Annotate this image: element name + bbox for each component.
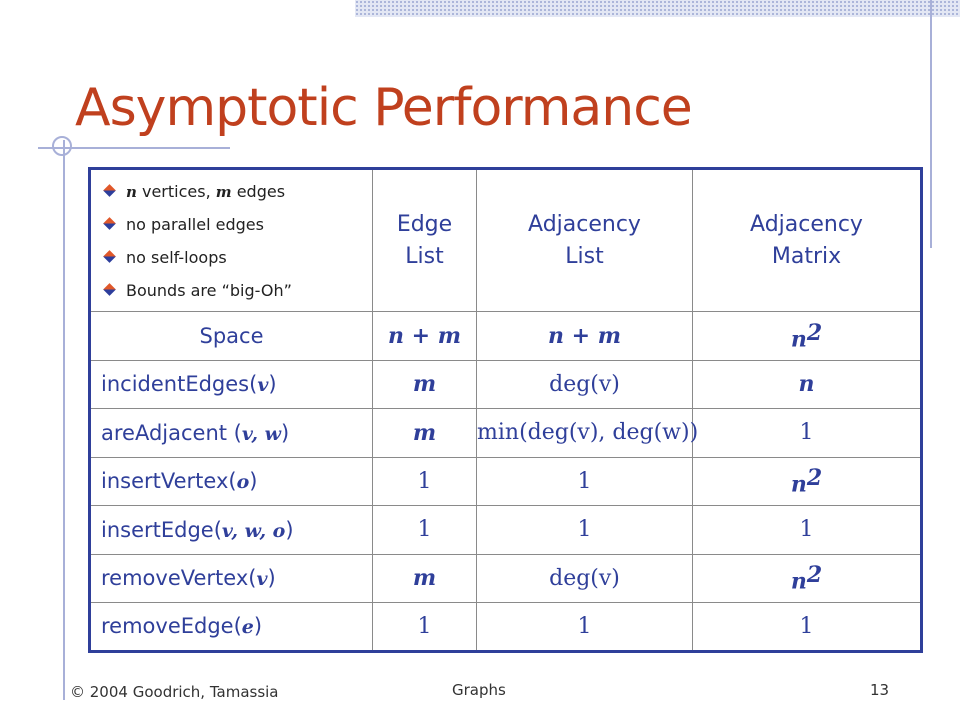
operation-name: insertVertex(: [101, 469, 237, 494]
operation-name: insertEdge(: [101, 517, 222, 542]
performance-table: [88, 167, 923, 653]
complexity-cell: [477, 409, 699, 458]
table-row: [90, 409, 922, 458]
complexity-cell: [373, 457, 477, 506]
complexity-exponent: 2: [806, 562, 823, 589]
diamond-bullet-icon: [103, 283, 116, 296]
column-header-line: List: [405, 243, 444, 269]
complexity-cell: [477, 554, 693, 603]
footer-page-number: 13: [870, 681, 890, 699]
complexity-cell: [693, 554, 922, 603]
operation-cell: [90, 603, 373, 652]
assumption-text: no parallel edges: [126, 214, 264, 234]
assumptions-list: [91, 175, 372, 307]
complexity-cell: [693, 360, 922, 409]
operation-name: ): [280, 420, 290, 445]
complexity-cell: [477, 603, 693, 652]
complexity-value: 1: [577, 468, 592, 494]
complexity-value: min(deg(v), deg(w)): [477, 420, 699, 446]
complexity-cell: [693, 603, 922, 652]
operation-name: removeVertex(: [101, 566, 257, 591]
assumption-item: [105, 274, 372, 307]
complexity-value: n: [798, 371, 815, 398]
complexity-value: n: [790, 568, 807, 595]
slide-title: Asymptotic Performance: [75, 78, 692, 138]
operation-name: ): [285, 517, 294, 542]
operation-parameter: v, w, o: [221, 519, 286, 542]
decoration-vertical-line: [930, 0, 932, 248]
complexity-cell: [373, 409, 477, 458]
complexity-value: 1: [799, 613, 814, 639]
operation-name: ): [253, 614, 263, 639]
assumption-item: [105, 208, 372, 241]
complexity-cell: [693, 409, 922, 458]
complexity-value: deg(v): [549, 565, 620, 591]
operation-cell: [90, 409, 373, 458]
table-row: [90, 457, 922, 506]
complexity-value: 1: [417, 468, 432, 494]
complexity-value: 1: [417, 517, 432, 543]
operation-name: ): [249, 469, 258, 494]
complexity-cell: [693, 312, 922, 361]
complexity-cell: [477, 457, 693, 506]
complexity-cell: [477, 360, 693, 409]
assumption-text: no self-loops: [126, 247, 227, 267]
complexity-value: 1: [799, 517, 814, 543]
operation-name: areAdjacent (: [101, 420, 242, 445]
complexity-cell: [373, 506, 477, 555]
operation-cell: [90, 457, 373, 506]
assumption-item: [105, 241, 372, 274]
assumption-text: Bounds are “big-Oh”: [126, 280, 292, 300]
operation-parameter: e: [241, 616, 254, 639]
complexity-value: m: [412, 565, 437, 592]
table-row: [90, 360, 922, 409]
operation-parameter: o: [236, 471, 250, 494]
table-row: [90, 312, 922, 361]
complexity-value: 1: [577, 517, 592, 543]
complexity-cell: [693, 506, 922, 555]
decoration-left-line: [63, 140, 65, 700]
diamond-bullet-icon: [103, 184, 116, 197]
operation-parameter: v: [256, 568, 268, 591]
column-header-line: Adjacency: [528, 211, 641, 237]
operation-cell: [90, 360, 373, 409]
column-header-line: Matrix: [771, 243, 842, 269]
complexity-cell: [373, 312, 477, 361]
complexity-cell: [373, 554, 477, 603]
complexity-value: 1: [577, 613, 592, 639]
operation-cell: [90, 312, 373, 361]
math-variable: m: [215, 182, 232, 201]
complexity-value: n: [790, 325, 807, 352]
operation-cell: [90, 506, 373, 555]
column-header-adjacency-matrix: [693, 169, 922, 312]
complexity-exponent: 2: [806, 319, 823, 346]
complexity-cell: [373, 360, 477, 409]
complexity-value: n + m: [547, 322, 622, 349]
column-header-line: Edge: [396, 211, 453, 237]
table-row: [90, 506, 922, 555]
column-header-adjacency-list: [477, 169, 693, 312]
complexity-value: n + m: [387, 322, 462, 349]
operation-name: ): [267, 566, 276, 591]
operation-name: removeEdge(: [101, 614, 242, 639]
operation-name: ): [268, 372, 277, 397]
column-header-line: Adjacency: [750, 211, 863, 237]
header-decoration-band: [355, 0, 960, 17]
assumption-text: vertices,: [136, 181, 216, 201]
complexity-cell: [477, 312, 693, 361]
operation-parameter: v, w: [241, 422, 281, 445]
complexity-exponent: 2: [806, 465, 823, 492]
operation-name: incidentEdges(: [101, 372, 258, 397]
table-header-row: [90, 169, 922, 312]
complexity-value: n: [790, 471, 807, 498]
complexity-value: m: [412, 371, 437, 398]
operation-name: Space: [199, 323, 264, 348]
operation-parameter: v: [257, 374, 269, 397]
table-row: [90, 603, 922, 652]
assumption-item: [105, 175, 372, 208]
decoration-circle: [52, 136, 72, 156]
table-row: [90, 554, 922, 603]
complexity-value: deg(v): [549, 371, 620, 397]
diamond-bullet-icon: [103, 250, 116, 263]
column-header-edge-list: [373, 169, 477, 312]
complexity-cell: [693, 457, 922, 506]
complexity-value: 1: [799, 420, 814, 446]
footer-copyright: © 2004 Goodrich, Tamassia: [70, 683, 279, 701]
math-variable: n: [126, 182, 137, 201]
column-header-line: List: [565, 243, 604, 269]
footer-section: Graphs: [452, 681, 506, 699]
complexity-cell: [373, 603, 477, 652]
complexity-value: m: [412, 419, 437, 446]
diamond-bullet-icon: [103, 217, 116, 230]
assumptions-cell: [90, 169, 373, 312]
operation-cell: [90, 554, 373, 603]
assumption-text: edges: [231, 181, 286, 201]
complexity-value: 1: [417, 613, 432, 639]
complexity-cell: [477, 506, 693, 555]
